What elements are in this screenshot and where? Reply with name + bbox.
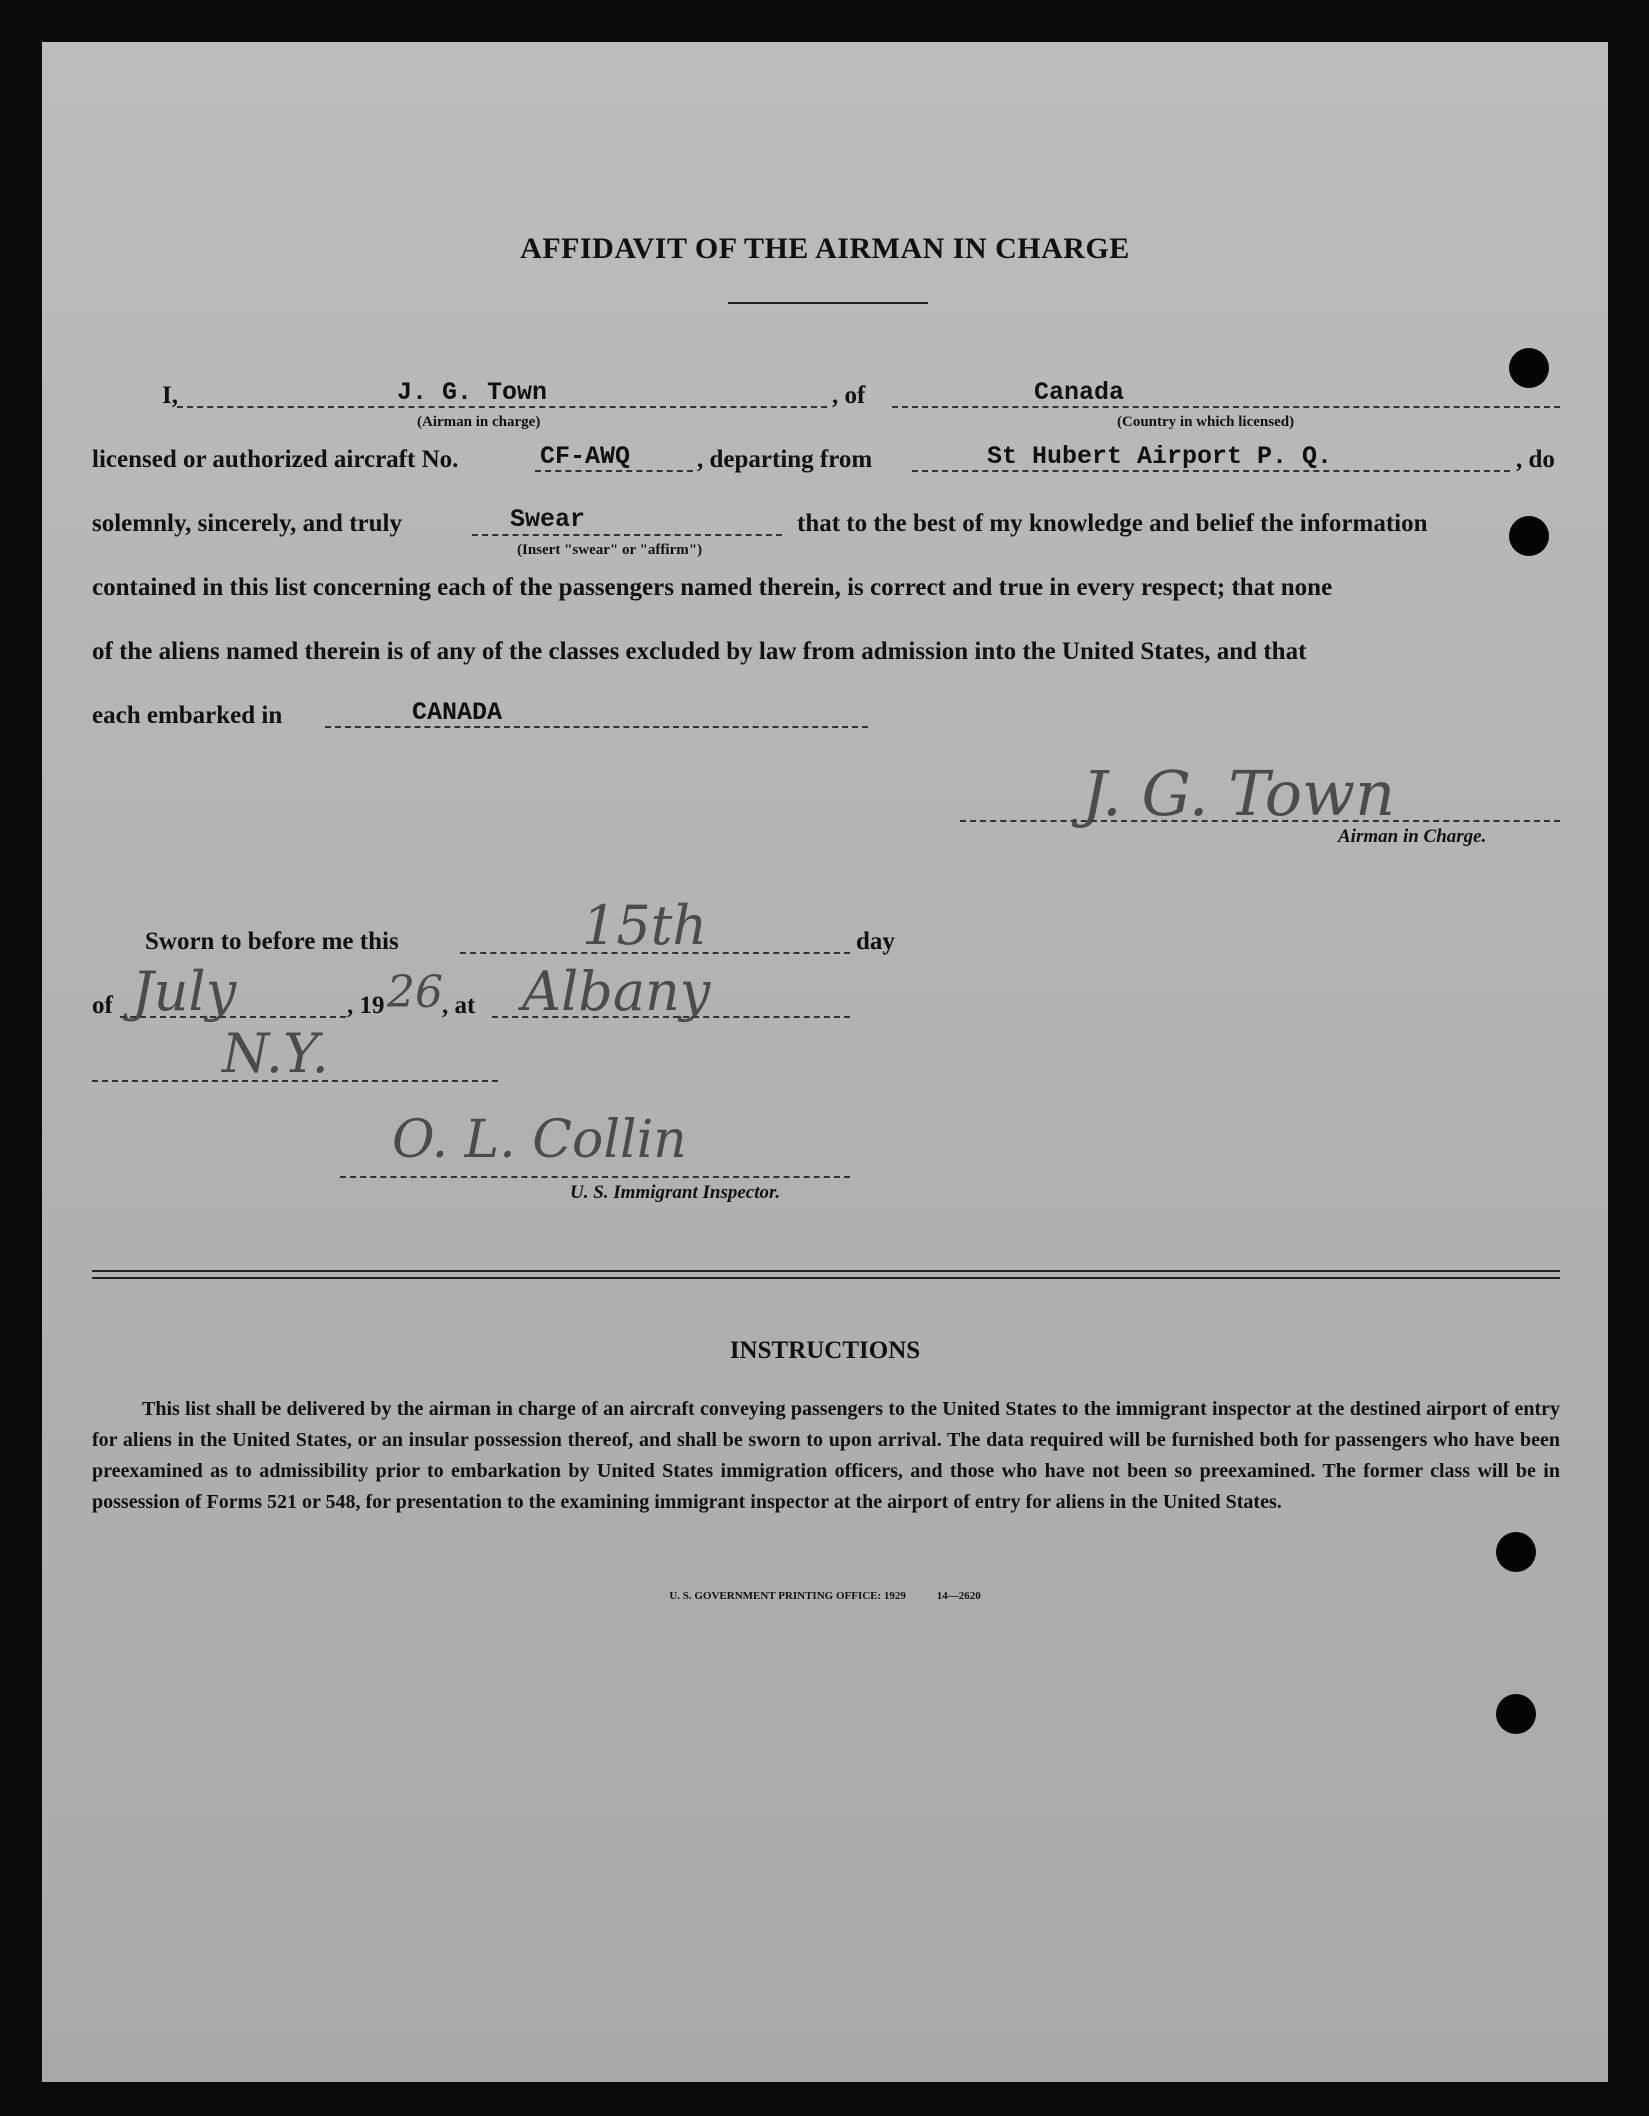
separator-rule	[92, 1270, 1560, 1272]
day-label: day	[856, 928, 895, 955]
title-rule	[728, 302, 928, 304]
punch-hole	[1509, 516, 1549, 556]
line2-departing: , departing from	[697, 446, 873, 473]
state-value: N.Y.	[222, 1022, 329, 1085]
inspector-line	[340, 1176, 850, 1178]
line2-prefix: licensed or authorized aircraft No.	[92, 446, 459, 473]
country-line	[892, 406, 1560, 408]
of-label: of	[92, 992, 113, 1019]
oath-line	[472, 534, 782, 536]
punch-hole	[1509, 348, 1549, 388]
instructions-title: INSTRUCTIONS	[729, 1337, 921, 1364]
embark-value: CANADA	[412, 698, 503, 727]
line1-of: , of	[832, 382, 866, 409]
separator-rule	[92, 1277, 1560, 1279]
line5-text: of the aliens named therein is of any of the classes excluded by law from admission into the United States, and that	[92, 638, 1307, 665]
line4-text: contained in this list concerning each of the passengers named therein, is correct and true in every respect; that none	[92, 574, 1333, 601]
year-value: 26	[387, 967, 443, 1018]
country-caption: (Country in which licensed)	[1117, 414, 1295, 430]
aircraft-no-value: CF-AWQ	[540, 442, 631, 471]
page-title: AFFIDAVIT OF THE AIRMAN IN CHARGE	[520, 232, 1130, 265]
punch-hole	[1496, 1532, 1536, 1572]
airman-name-caption: (Airman in charge)	[417, 414, 541, 430]
departure-value: St Hubert Airport P. Q.	[987, 442, 1333, 471]
line3-prefix: solemnly, sincerely, and truly	[92, 510, 402, 537]
at-label: , at	[442, 992, 476, 1019]
month-value: July	[132, 960, 237, 1023]
country-value: Canada	[1034, 378, 1125, 407]
year-prefix: , 19	[347, 992, 385, 1019]
line6-prefix: each embarked in	[92, 702, 283, 729]
place-value: Albany	[522, 960, 711, 1023]
instructions-body: This list shall be delivered by the airman in charge of an aircraft conveying passengers to the United States to the immigrant inspector at the destined airport of entry for aliens in the United States, or an insular possession thereof, and shall be sworn to upon arrival. The data required will be furnished both for passengers who have been preexamined as to admissibility prior to embarkation by United States immigration officers, and those who have not been so preexamined. The former class will be in possession of Forms 521 or 548, for presentation to the examining immigrant inspector at the airport of entry for aliens in the United States.	[92, 1398, 1560, 1513]
day-value: 15th	[582, 894, 708, 957]
printer-note: U. S. GOVERNMENT PRINTING OFFICE: 1929	[669, 1590, 906, 1602]
signature-line	[960, 820, 1560, 822]
printing-footer	[42, 1590, 1608, 1602]
line3-suffix: that to the best of my knowledge and belief the information	[797, 510, 1428, 537]
airman-name-value: J. G. Town	[397, 378, 548, 407]
inspector-signature: O. L. Collin	[392, 1110, 687, 1170]
airman-signature: J. G. Town	[1082, 757, 1396, 830]
affidavit-page	[42, 42, 1608, 2082]
punch-hole	[1496, 1694, 1536, 1734]
oath-caption: (Insert "swear" or "affirm")	[517, 542, 703, 558]
signature-caption: Airman in Charge.	[1338, 826, 1487, 847]
form-number: 14—2620	[936, 1590, 981, 1602]
line1-prefix: I,	[162, 382, 178, 409]
line2-suffix: , do	[1516, 446, 1555, 473]
oath-value: Swear	[510, 505, 586, 534]
state-line	[92, 1080, 498, 1082]
inspector-caption: U. S. Immigrant Inspector.	[570, 1182, 781, 1203]
sworn-prefix: Sworn to before me this	[145, 928, 399, 955]
embark-line	[325, 726, 868, 728]
